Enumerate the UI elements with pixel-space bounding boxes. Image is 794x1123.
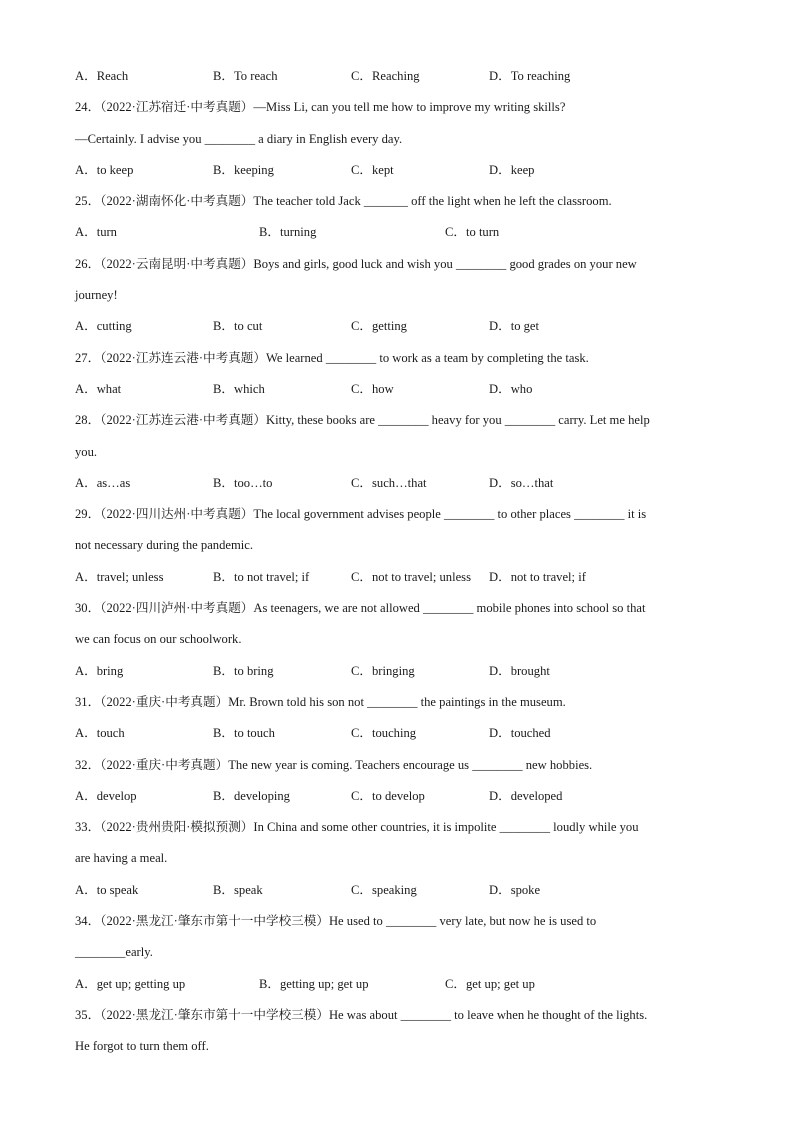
q27-stem-line1: 27．（2022·江苏连云港·中考真题）We learned ________ to work as a team by completing the task. [75,350,589,365]
q32-option-b[interactable]: B．developing [213,788,290,803]
q33-stem-line2: are having a meal. [75,851,168,866]
q35-stem-line1: 35．（2022·黑龙江·肇东市第十一中学校三模）He was about ________ to leave when he thought of the lights. [75,1007,648,1022]
q23-option-d[interactable]: D．To reaching [489,69,571,83]
q29-stem-line2: not necessary during the pandemic. [75,538,254,553]
q31-option-d[interactable]: D．touched [489,726,551,741]
q33-option-a[interactable]: A．to speak [75,882,139,897]
q30-options [75,661,725,692]
q24-option-a[interactable]: A．to keep [75,162,134,177]
q33-options [75,880,725,911]
q34-option-a[interactable]: A．get up; getting up [75,976,186,991]
q29-option-b[interactable]: B．to not travel; if [213,569,310,584]
q30-option-c[interactable]: C．bringing [351,663,415,678]
q24-options [75,160,725,191]
q32-option-a[interactable]: A．develop [75,788,137,803]
q34-options [75,974,725,1005]
q25-stem-line1: 25．（2022·湖南怀化·中考真题）The teacher told Jack _______ off the light when he left the classroom. [75,194,612,209]
q32-option-c[interactable]: C．to develop [351,788,425,803]
q31-option-a[interactable]: A．touch [75,726,125,741]
q32-stem-line1: 32．（2022·重庆·中考真题）The new year is coming. Teachers encourage us ________ new hobbies. [75,757,593,772]
q26-stem-line2: journey! [75,288,118,303]
q24-stem-line2: —Certainly. I advise you ________ a diary in English every day. [75,131,403,146]
q29-option-a[interactable]: A．travel; unless [75,569,164,584]
q33-option-c[interactable]: C．speaking [351,882,417,897]
q31-option-c[interactable]: C．touching [351,726,417,741]
q26-option-d[interactable]: D．to get [489,319,540,334]
q28-option-c[interactable]: C．such…that [351,475,427,490]
q23-option-b[interactable]: B．To reach [213,69,278,83]
q29-option-c[interactable]: C．not to travel; unless [351,569,471,584]
q24-option-d[interactable]: D．keep [489,162,535,177]
q28-option-d[interactable]: D．so…that [489,475,554,490]
q24-option-b[interactable]: B．keeping [213,162,274,177]
q28-stem-line1: 28．（2022·江苏连云港·中考真题）Kitty, these books are ________ heavy for you ________ carry. Let me help [75,413,650,428]
q26-stem-line1: 26．（2022·云南昆明·中考真题）Boys and girls, good luck and wish you ________ good grades on your new [75,256,637,271]
q28-options [75,473,725,504]
q30-stem-line1: 30．（2022·四川泸州·中考真题）As teenagers, we are not allowed ________ mobile phones into school so that [75,601,646,616]
q34-option-b[interactable]: B．getting up; get up [259,976,369,991]
q28-option-a[interactable]: A．as…as [75,475,131,490]
q23-option-c[interactable]: C．Reaching [351,69,420,83]
q35-stem-line2: He forgot to turn them off. [75,1039,209,1054]
q25-option-c[interactable]: C．to turn [445,225,500,240]
question-page [75,66,725,1068]
q29-options [75,567,725,598]
q30-stem-line2: we can focus on our schoolwork. [75,632,242,647]
q26-option-b[interactable]: B．to cut [213,319,263,334]
q23-options [75,66,725,97]
q33-option-b[interactable]: B．speak [213,882,263,897]
q27-option-d[interactable]: D．who [489,381,533,396]
q33-option-d[interactable]: D．spoke [489,882,541,897]
q33-stem-line1: 33．（2022·贵州贵阳·模拟预测）In China and some other countries, it is impolite ________ loudly while you [75,820,639,835]
q28-option-b[interactable]: B．too…to [213,475,273,490]
q28-stem-line2: you. [75,444,98,459]
q34-option-c[interactable]: C．get up; get up [445,976,535,991]
q26-options [75,316,725,347]
q30-option-a[interactable]: A．bring [75,663,124,678]
q31-options [75,723,725,754]
q23-option-a[interactable]: A．Reach [75,69,129,83]
q27-option-b[interactable]: B．which [213,381,265,396]
q24-option-c[interactable]: C．kept [351,162,394,177]
q26-option-c[interactable]: C．getting [351,319,407,334]
q32-option-d[interactable]: D．developed [489,788,563,803]
q34-stem-line2: ________early. [75,945,153,960]
q26-option-a[interactable]: A．cutting [75,319,132,334]
q34-stem-line1: 34．（2022·黑龙江·肇东市第十一中学校三模）He used to ________ very late, but now he is used to [75,914,597,929]
q25-option-b[interactable]: B．turning [259,225,317,240]
q25-options [75,222,725,253]
q31-stem-line1: 31．（2022·重庆·中考真题）Mr. Brown told his son not ________ the paintings in the museum. [75,694,566,709]
q31-option-b[interactable]: B．to touch [213,726,275,741]
q27-options [75,379,725,410]
q25-option-a[interactable]: A．turn [75,225,117,240]
q27-option-a[interactable]: A．what [75,381,122,396]
q30-option-d[interactable]: D．brought [489,663,550,678]
q29-option-d[interactable]: D．not to travel; if [489,569,586,584]
q24-stem-line1: 24．（2022·江苏宿迁·中考真题）—Miss Li, can you tell me how to improve my writing skills? [75,100,566,115]
q30-option-b[interactable]: B．to bring [213,663,274,678]
q27-option-c[interactable]: C．how [351,381,394,396]
q32-options [75,786,725,817]
q29-stem-line1: 29．（2022·四川达州·中考真题）The local government advises people ________ to other places ________ it is [75,507,647,522]
